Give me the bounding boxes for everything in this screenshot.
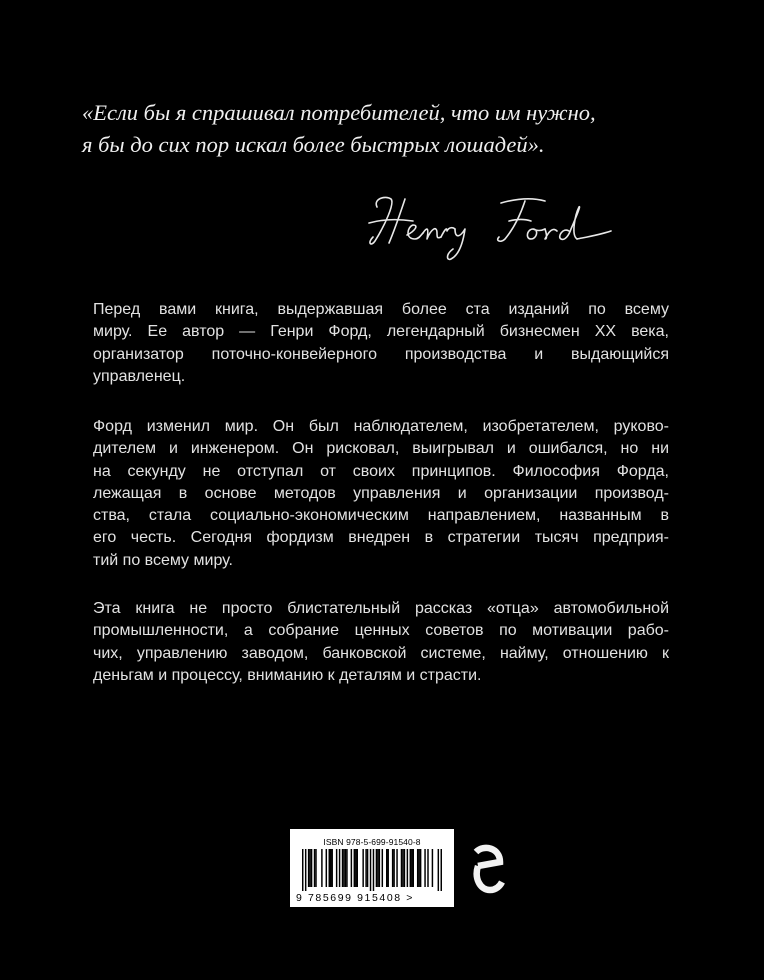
paragraph-line: на секунду не отступал от своих принципов. Философия Форда, — [93, 462, 669, 480]
barcode-bar — [342, 849, 343, 887]
paragraph-line: его честь. Сегодня фордизм внедрен в стратегии тысяч предприя- — [93, 529, 669, 547]
barcode-bar — [345, 849, 346, 887]
barcode-bar — [315, 849, 316, 887]
barcode-bar — [373, 849, 374, 891]
barcode-bar — [410, 849, 411, 887]
barcode-bar — [365, 849, 366, 887]
barcode-bars — [302, 849, 442, 891]
barcode-bar — [302, 849, 303, 891]
eksmo-e-logo-icon — [468, 840, 508, 898]
barcode-bar — [331, 849, 332, 887]
barcode-bar — [420, 849, 421, 887]
barcode-bar — [393, 849, 394, 887]
barcode-bar — [329, 849, 330, 887]
isbn-label: ISBN 978-5-699-91540-8 — [323, 837, 421, 847]
barcode-bar — [377, 849, 378, 887]
barcode-bar — [357, 849, 358, 887]
barcode-bar — [411, 849, 412, 887]
barcode-bar — [402, 849, 403, 887]
barcode-bar — [386, 849, 387, 887]
barcode-bar — [354, 849, 355, 887]
quote — [82, 97, 722, 161]
paragraph-line: тий по всему миру. — [93, 551, 233, 569]
barcode-bar — [387, 849, 388, 887]
barcode-bar — [418, 849, 419, 887]
barcode-digits: 9 785699 915408 > — [296, 892, 414, 904]
barcode-bar — [370, 849, 371, 891]
barcode-bar — [392, 849, 393, 887]
description-paragraph-3 — [93, 598, 669, 687]
barcode-bar — [424, 849, 425, 887]
barcode-bar — [314, 849, 315, 887]
barcode-bar — [367, 849, 368, 887]
barcode-bar — [441, 849, 442, 891]
barcode-bar — [407, 849, 408, 887]
barcode-bar — [355, 849, 356, 887]
paragraph-line: чих, управлению заводом, банковской системе, найму, отношению к — [93, 644, 669, 662]
barcode-bar — [351, 849, 352, 887]
barcode-bar — [308, 849, 309, 887]
barcode-bar — [311, 849, 312, 887]
barcode-bar — [336, 849, 337, 887]
barcode-bar — [438, 849, 439, 891]
paragraph-line: организатор поточно-конвейерного производства и выдающийся — [93, 345, 669, 363]
barcode-bar — [339, 849, 340, 887]
barcode-bar — [427, 849, 428, 887]
barcode-bar — [305, 849, 306, 891]
barcode-bar — [404, 849, 405, 887]
paragraph-line: дителем и инженером. Он рисковал, выигрывал и ошибался, но ни — [93, 440, 669, 458]
henry-ford-signature — [355, 185, 615, 265]
quote-line: я бы до сих пор искал более быстрых лошадей». — [82, 132, 545, 157]
barcode-bar — [379, 849, 380, 887]
barcode-bar — [417, 849, 418, 887]
barcode-bar — [376, 849, 377, 887]
description-paragraph-2 — [93, 416, 669, 572]
barcode-bar — [413, 849, 414, 887]
paragraph-line: миру. Ее автор — Генри Форд, легендарный бизнесмен XX века, — [93, 323, 669, 341]
isbn-barcode — [290, 829, 454, 907]
paragraph-line: Перед вами книга, выдержавшая более ста изданий по всему — [93, 301, 669, 318]
barcode-bar — [362, 849, 363, 887]
barcode-bar — [396, 849, 397, 887]
barcode-bar — [343, 849, 344, 887]
paragraph-line: промышленности, а собрание ценных советов по мотивации рабо- — [93, 622, 669, 640]
barcode-bar — [326, 849, 327, 887]
paragraph-line: Эта книга не просто блистательный рассказ «отца» автомобильной — [93, 600, 669, 617]
paragraph-line: ства, стала социально-экономическим направлением, названным в — [93, 507, 669, 525]
barcode-bar — [330, 849, 331, 887]
barcode-bar — [382, 849, 383, 887]
barcode-bar — [309, 849, 310, 887]
paragraph-line: управленец. — [93, 367, 186, 385]
paragraph-line: лежащая в основе методов управления и организации производ- — [93, 484, 669, 502]
quote-line: «Если бы я спрашивал потребителей, что им нужно, — [82, 100, 596, 125]
barcode-bar — [401, 849, 402, 887]
barcode-bar — [321, 849, 322, 887]
paragraph-line: Форд изменил мир. Он был наблюдателем, изобретателем, руково- — [93, 418, 669, 435]
description-paragraph-1 — [93, 299, 669, 388]
barcode-bar — [346, 849, 347, 887]
paragraph-line: деньгам и процессу, вниманию к деталям и страсти. — [93, 666, 482, 684]
barcode-bar — [432, 849, 433, 887]
